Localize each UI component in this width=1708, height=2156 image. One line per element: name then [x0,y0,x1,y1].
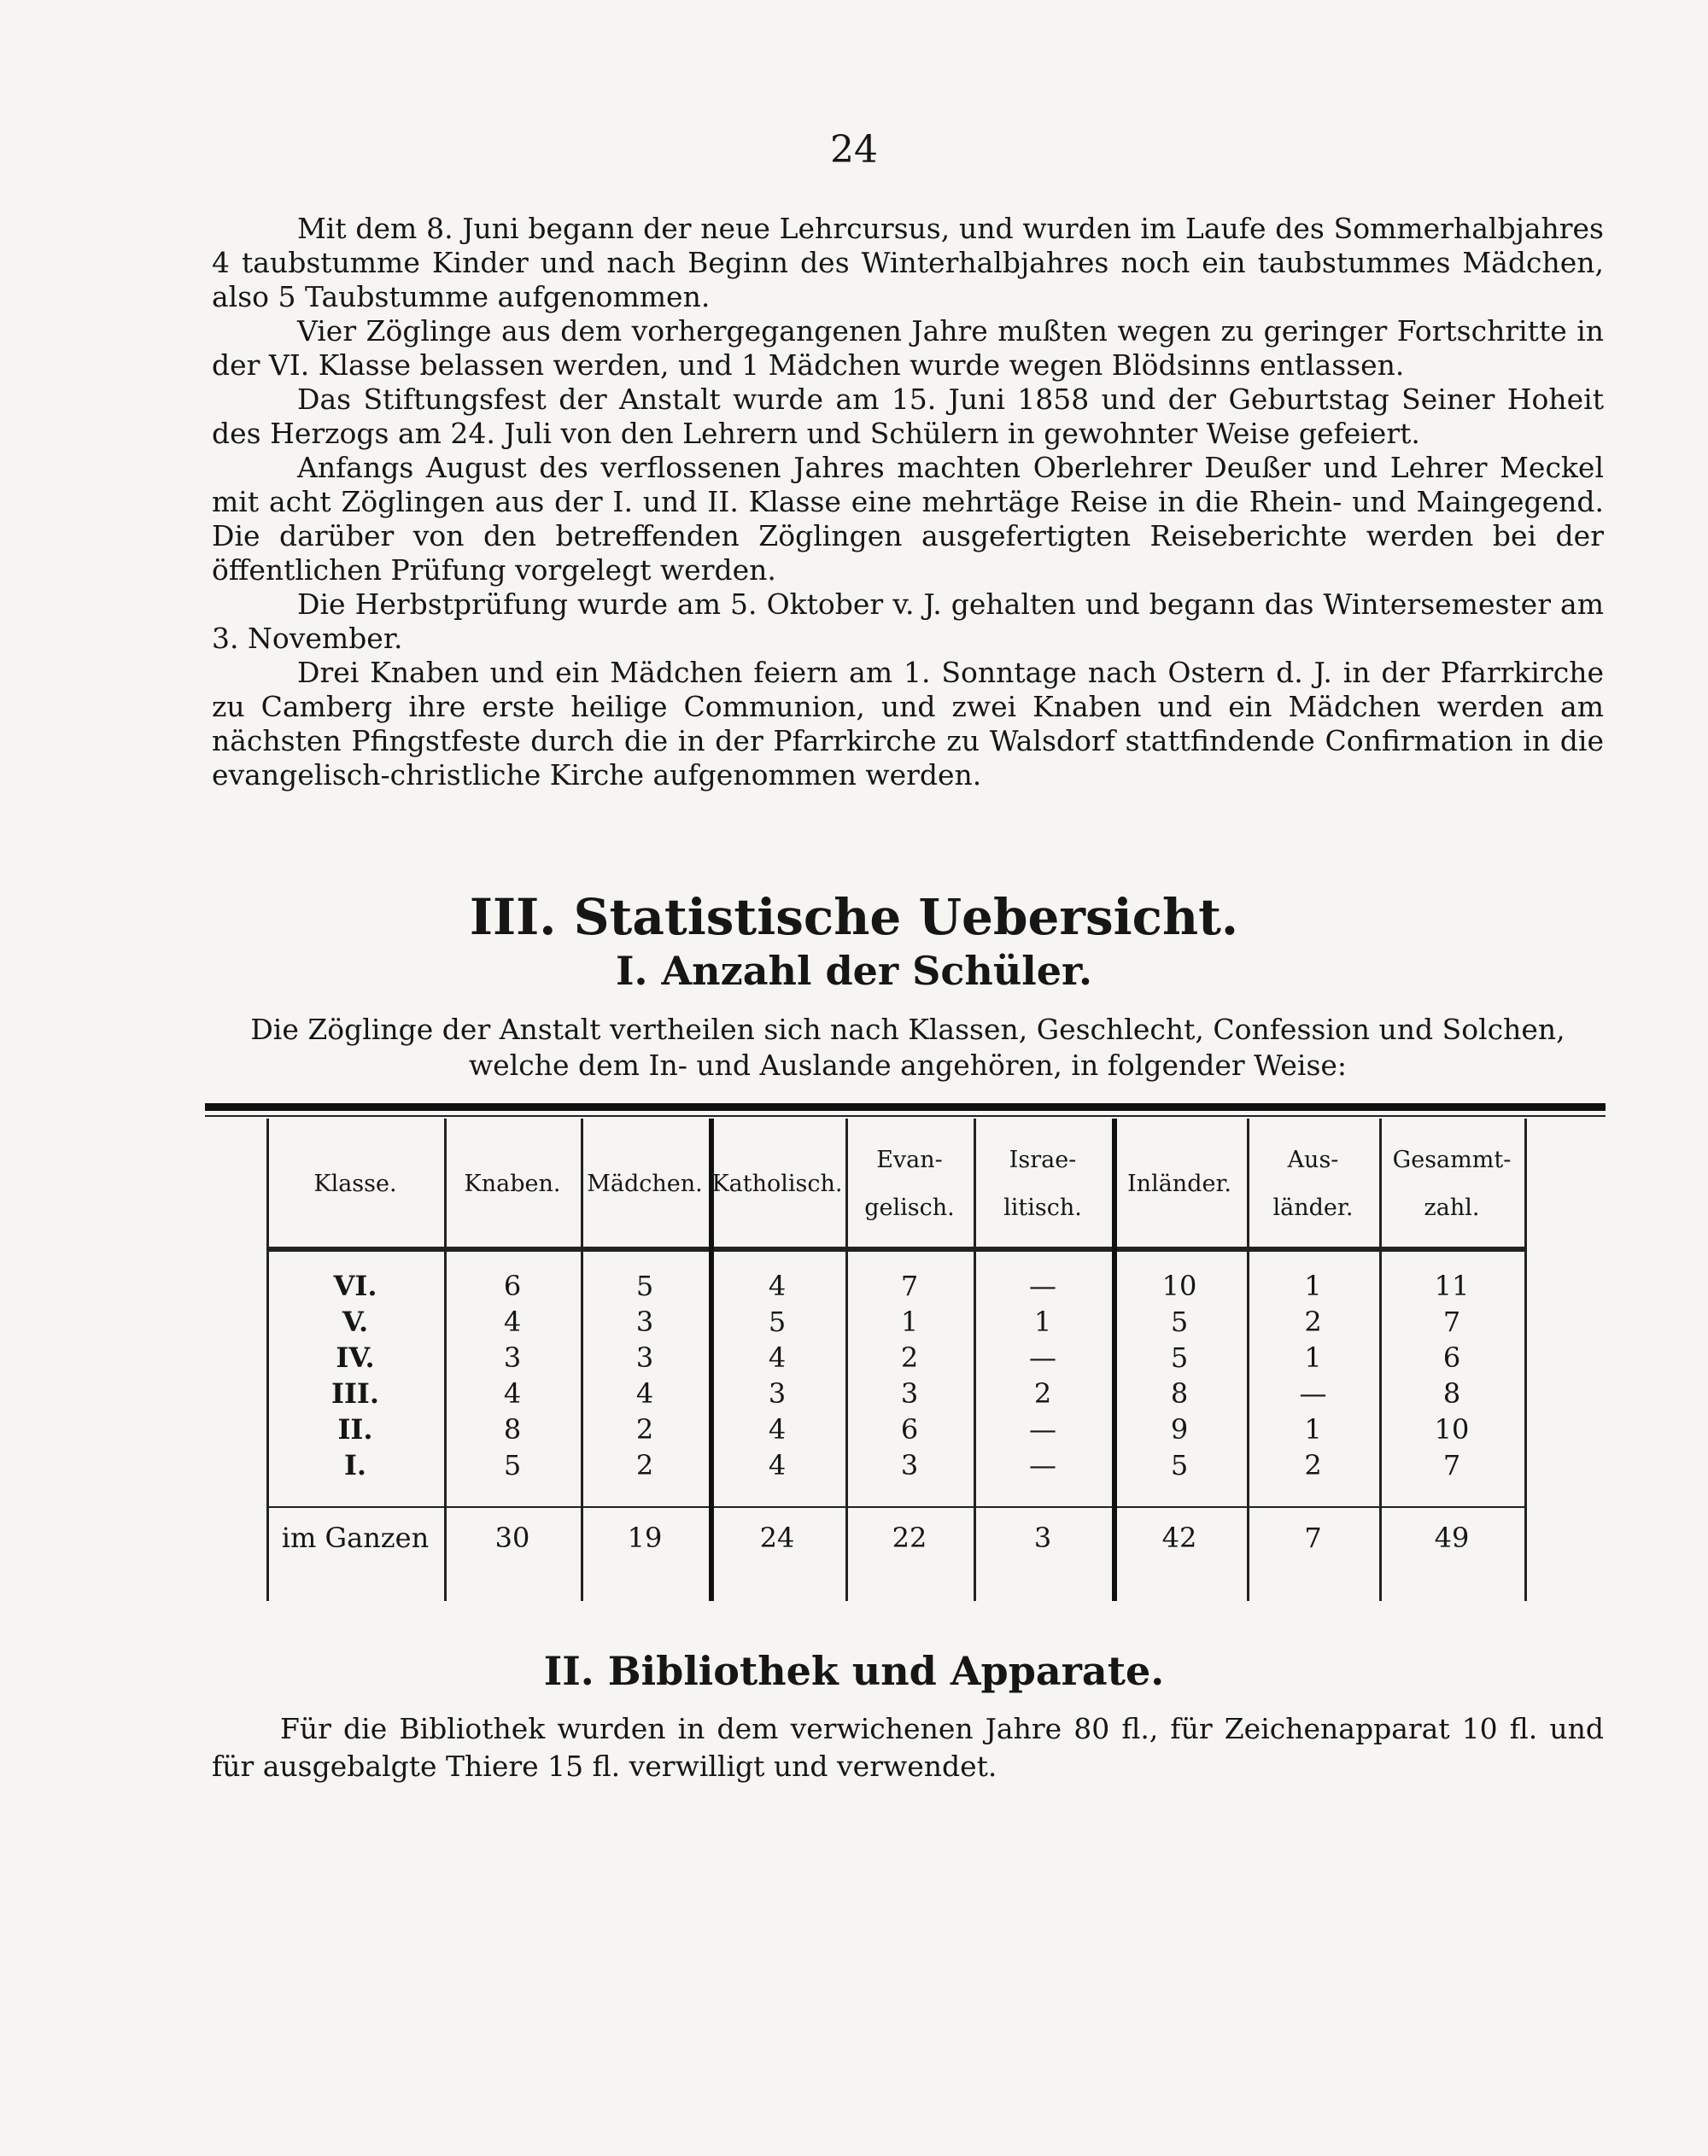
table-row-label: VI. [333,1270,377,1302]
table-header-cell [1379,1129,1524,1240]
table-cell: 3 [768,1377,787,1410]
table-cell: — [1029,1413,1056,1446]
table-header-cell [845,1129,974,1240]
table-header-text: Mädchen. [587,1171,703,1197]
table-total-cell: 19 [627,1522,663,1554]
table-cell: — [1029,1270,1056,1302]
table-cell: 5 [768,1306,787,1338]
table-cell: 8 [1442,1377,1461,1410]
table-cell: 3 [900,1449,919,1481]
table-header-text: zahl. [1424,1195,1480,1221]
table-cell: — [1299,1377,1327,1410]
table-row-label: IV. [336,1341,375,1374]
table-header-cell [266,1129,444,1240]
table-cell: 4 [635,1377,654,1410]
table-header-cell [1112,1129,1247,1240]
table-cell: 2 [900,1341,919,1374]
paragraph: Drei Knaben und ein Mädchen feiern am 1. Sonntage nach Ostern d. J. in der Pfarrkirche zu Camberg ihre erste heilige Communion, und zwei Knaben und ein Mädchen werden am nächsten Pfingstfeste durch die in der Pfarrkirche zu Walsdorf stattfindende Confirmation in die evangelisch-christliche Kirche aufgenommen werden. [212,656,1604,792]
table-cell: 3 [635,1306,654,1338]
table-cell: 5 [1170,1449,1189,1481]
table-cell: 7 [900,1270,919,1302]
table-cell: 7 [1442,1449,1461,1481]
table-cell: 5 [503,1449,522,1481]
section-1-intro: Die Zöglinge der Anstalt vertheilen sich nach Klassen, Geschlecht, Confession und Solchen, welche dem In- und Auslande angehören, in folgender Weise: [250,1013,1565,1082]
statistics-table [205,1103,1606,1607]
table-header-rule [266,1247,1524,1252]
table-header-text: länder. [1272,1195,1354,1221]
table-cell: 2 [1033,1377,1052,1410]
table-cell: 1 [1304,1413,1322,1446]
table-cell: 4 [768,1449,787,1481]
table-cell: 1 [900,1306,919,1338]
table-total-label: im Ganzen [281,1522,430,1554]
table-cell: 3 [900,1377,919,1410]
table-cell: 2 [635,1449,654,1481]
table-total-cell: 24 [759,1522,795,1554]
table-header-text: Evan- [876,1147,943,1173]
table-cell: 4 [503,1377,522,1410]
table-header-text: Knaben. [464,1171,561,1197]
table-cell: 8 [503,1413,522,1446]
table-cell: 1 [1304,1270,1322,1302]
table-total-cell: 49 [1434,1522,1470,1554]
table-cell: — [1029,1449,1056,1481]
table-cell: 7 [1442,1306,1461,1338]
table-top-thin-rule [205,1115,1606,1117]
table-cell: 5 [1170,1341,1189,1374]
table-total-cell: 42 [1161,1522,1197,1554]
table-header-cell [974,1129,1112,1240]
section-2-title: II. Bibliothek und Apparate. [543,1648,1165,1694]
table-header-text: litisch. [1003,1195,1082,1221]
table-cell: 4 [768,1413,787,1446]
paragraph: Die Herbstprüfung wurde am 5. Oktober v. J. gehalten und begann das Wintersemester am 3. November. [212,587,1604,655]
table-row-label: V. [342,1306,369,1338]
table-cell: 2 [635,1413,654,1446]
table-cell: 10 [1434,1413,1470,1446]
table-cell: 1 [1304,1341,1322,1374]
table-cell: 6 [503,1270,522,1302]
table-total-cell: 7 [1304,1522,1322,1554]
table-cell: 5 [1170,1306,1189,1338]
body-text [212,212,1604,792]
table-header-cell [1247,1129,1379,1240]
table-cell: 3 [635,1341,654,1374]
table-cell: 11 [1434,1270,1470,1302]
table-cell: 8 [1170,1377,1189,1410]
table-cell: 10 [1161,1270,1197,1302]
table-row-label: III. [330,1377,380,1410]
page-number: 24 [830,128,878,172]
table-cell: 5 [635,1270,654,1302]
table-header-text: Klasse. [313,1171,397,1197]
paragraph: Das Stiftungsfest der Anstalt wurde am 15. Juni 1858 und der Geburtstag Seiner Hoheit des Herzogs am 24. Juli von den Lehrern und Schülern in gewohnter Weise gefeiert. [212,383,1604,450]
table-top-rule [205,1103,1606,1111]
table-total-cell: 3 [1033,1522,1052,1554]
table-cell: 4 [768,1270,787,1302]
table-cell: 2 [1304,1449,1322,1481]
table-total-rule [266,1506,1524,1508]
table-header-cell [581,1129,709,1240]
paragraph: Vier Zöglinge aus dem vorhergegangenen Jahre mußten wegen zu geringer Fortschritte in der VI. Klasse belassen werden, und 1 Mädchen wurde wegen Blödsinns entlassen. [212,314,1604,382]
table-header-text: Israe- [1009,1147,1077,1173]
table-cell: 2 [1304,1306,1322,1338]
section-1-title: I. Anzahl der Schüler. [615,948,1093,994]
table-header-text: Aus- [1287,1147,1339,1173]
table-row-label: II. [337,1413,373,1446]
table-total-cell: 22 [892,1522,927,1554]
table-header-text: Katholisch. [711,1171,843,1197]
table-cell: 9 [1170,1413,1189,1446]
table-cell: 4 [768,1341,787,1374]
paragraph: Mit dem 8. Juni begann der neue Lehrcursus, und wurden im Laufe des Sommerhalbjahres 4 taubstumme Kinder und nach Beginn des Winterhalbjahres noch ein taubstummes Mädchen, also 5 Taubstumme aufgenommen. [212,212,1604,313]
section-main-title: III. Statistische Uebersicht. [469,888,1239,946]
table-header-text: gelisch. [864,1195,955,1221]
table-cell: 1 [1033,1306,1052,1338]
table-column-line [1524,1119,1527,1601]
table-header-text: Inländer. [1127,1171,1231,1197]
section-2-text [212,1710,1604,1785]
paragraph: Für die Bibliothek wurden in dem verwichenen Jahre 80 fl., für Zeichenapparat 10 fl. und für ausgebalgte Thiere 15 fl. verwilligt und verwendet. [212,1712,1604,1783]
table-header-text: Gesammt- [1392,1147,1512,1173]
table-cell: — [1029,1341,1056,1374]
table-total-cell: 30 [494,1522,530,1554]
table-cell: 4 [503,1306,522,1338]
table-cell: 3 [503,1341,522,1374]
table-header-cell [709,1129,845,1240]
table-header-cell [444,1129,581,1240]
table-cell: 6 [1442,1341,1461,1374]
table-cell: 6 [900,1413,919,1446]
table-row-label: I. [343,1449,367,1481]
paragraph: Anfangs August des verflossenen Jahres machten Oberlehrer Deußer und Lehrer Meckel mit acht Zöglingen aus der I. und II. Klasse eine mehrtäge Reise in die Rhein- und Maingegend. Die darüber von den betreffenden Zöglingen ausgefertigten Reiseberichte werden bei der öffentlichen Prüfung vorgelegt werden. [212,451,1604,587]
